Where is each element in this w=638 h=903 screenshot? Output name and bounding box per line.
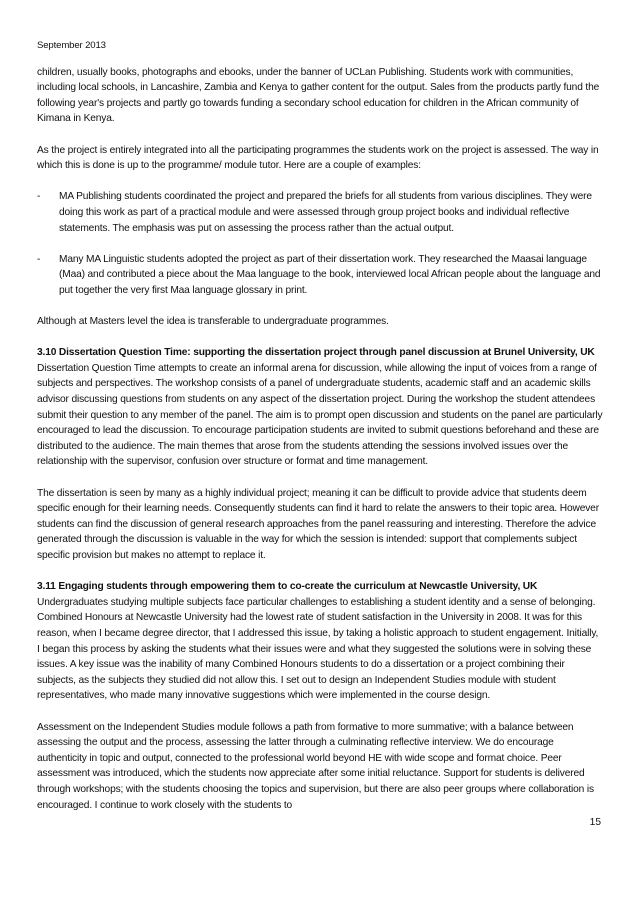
running-header: September 2013 [37, 40, 106, 51]
page-number: 15 [589, 817, 601, 828]
bullet-marker: - [37, 191, 41, 203]
bullet-marker: - [37, 253, 41, 265]
bullet-text: Many MA Linguistic students adopted the project as part of their dissertation work. They researched the Maasai language (Maa) and contributed a piece about the Maa language to the book, interviewed local African people about the language and put together the very first Maa language glossary in print. [59, 253, 601, 296]
document-page [37, 38, 603, 829]
section-heading-3-11: 3.11 Engaging students through empowering them to co-create the curriculum at Newcastle University, UK [37, 581, 538, 593]
bullet-ma-publishing [37, 189, 603, 236]
paragraph-independent-studies-assessment: Assessment on the Independent Studies module follows a path from formative to more summative; with a balance between assessing the output and the process, assessing the latter through a culminating reflective interview. We do encourage authenticity in topic and output, connected to the professional world beyond HE with wide scope and format choice. Peer assessment was introduced, which the students now appreciate after some initial reluctance. Support for students is delivered through workshops; with the students choosing the topics and supervision, but there are also peer groups where collaboration is encouraged. I continue to work closely with the students to [37, 721, 594, 811]
paragraph-uclan-publishing: children, usually books, photographs and ebooks, under the banner of UCLan Publishing. Students work with communities, including local schools, in Lancashire, Zambia and Kenya to gather content for the output. Sales from the products partly fund the following year's projects and partly go towards funding a secondary school education for children in the African community of Kimana in Kenya. [37, 66, 600, 125]
bullet-ma-linguistic [37, 252, 603, 299]
paragraph-assessment-intro: As the project is entirely integrated into all the participating programmes the students work on the project is assessed. The way in which this is done is up to the programme/ module tutor. Here are a couple of examples: [37, 144, 599, 172]
section-heading-3-10: 3.10 Dissertation Question Time: supporting the dissertation project through panel discussion at Brunel University, UK [37, 347, 595, 359]
paragraph-dissertation-question-time: Dissertation Question Time attempts to create an informal arena for discussion, while allowing the input of voices from a range of subjects and perspectives. The workshop consists of a panel of undergraduate students, academic staff and an academic skills advisor discussing questions from students on any aspect of the dissertation project. During the workshop the student attendees submit their question to any member of the panel. The aim is to prompt open discussion and students on the panel are particularly encouraged to lead the discussion. To encourage participation students are invited to submit questions beforehand and these are distributed to the audience. The main themes that arose from the students attending the sessions involved issues over the relationship with the supervisor, confusion over structure or format and time management. [37, 362, 603, 468]
paragraph-dissertation-individual: The dissertation is seen by many as a highly individual project; meaning it can be difficult to provide advice that students deem specific enough for their learning needs. Consequently students can find it hard to relate the answers to their topic area. However students can find the discussion of general research approaches from the panel reassuring and interesting. Therefore the advice generated through the discussion is valuable in the way for which the session is intended: support that complements subject specific provision but makes no attempt to replace it. [37, 487, 599, 561]
paragraph-transferable: Although at Masters level the idea is transferable to undergraduate programmes. [37, 316, 389, 328]
bullet-text: MA Publishing students coordinated the project and prepared the briefs for all students from various disciplines. They were doing this work as part of a practical module and were assessed through group project books and individual reflective statements. The emphasis was put on assessing the process rather than the actual output. [59, 191, 592, 234]
paragraph-combined-honours: Undergraduates studying multiple subjects face particular challenges to establishing a student identity and a sense of belonging. Combined Honours at Newcastle University had the lowest rate of student satisfaction in the University in 2008. It was for this reason, when I became degree director, that I addressed this issue, by taking a holistic approach to student engagement. Initially, I began this process by asking the students what their issues were and what they suggested the solutions were in solving these issues. A key issue was the inability of many Combined Honours students to do a dissertation or a project combining their subjects, as the subjects they studied did not allow this. I set out to design an Independent Studies module with student representatives, who made many innovative suggestions which were implemented in the course design. [37, 596, 599, 702]
